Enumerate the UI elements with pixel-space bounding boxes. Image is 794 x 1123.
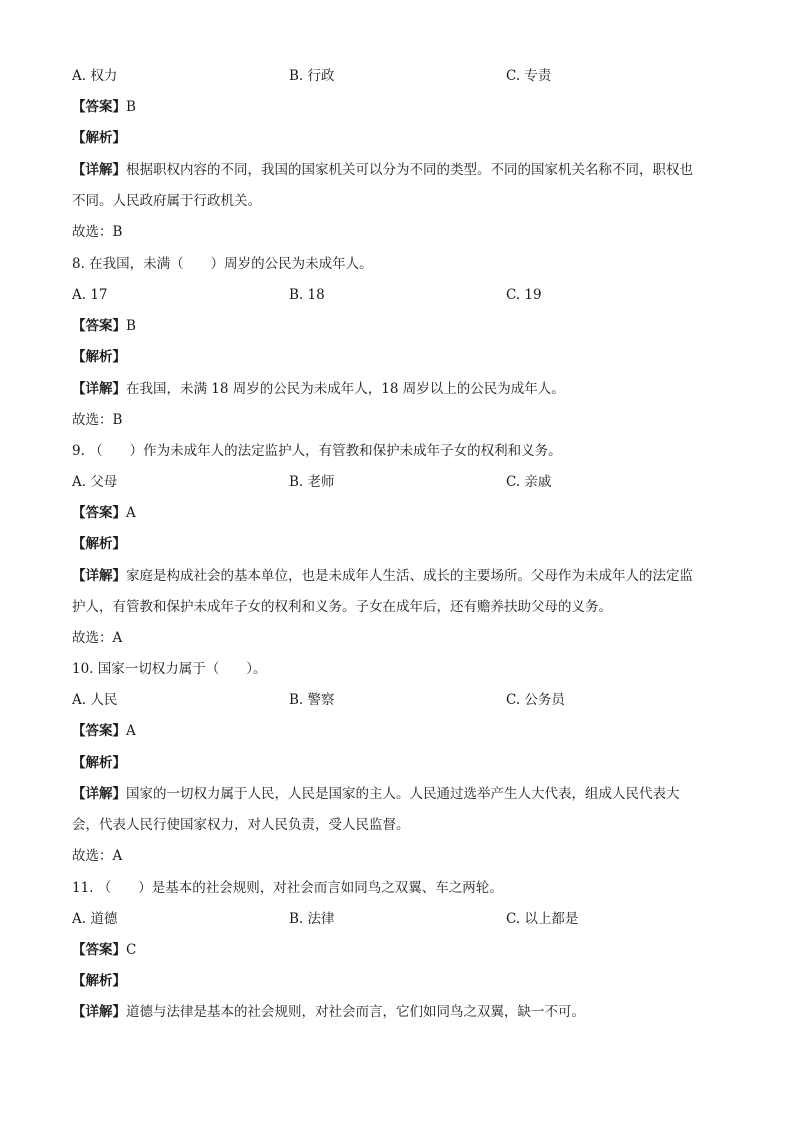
q10-analysis-heading — [72, 753, 126, 773]
q11-option-c: C. 以上都是 — [506, 911, 579, 927]
q8-answer-tag: 【答案】 — [72, 318, 126, 334]
q7-detail-tag: 【详解】 — [72, 162, 126, 178]
q7-detail-line-1 — [72, 160, 693, 180]
q7-detail-text-1: 根据职权内容的不同，我国的国家机关可以分为不同的类型。不同的国家机关名称不同，职权也 — [126, 162, 693, 178]
q9-analysis-heading — [72, 534, 126, 554]
q10-detail-line-2 — [72, 815, 410, 835]
q7-answer-tag: 【答案】 — [72, 99, 126, 115]
q9-answer-value: A — [126, 505, 136, 521]
q7-answer — [72, 97, 136, 117]
q11-option-a: A. 道德 — [72, 911, 118, 927]
q11-analysis-tag: 【解析】 — [72, 973, 126, 989]
q11-option-b: B. 法律 — [289, 911, 335, 927]
q7-option-c: C. 专责 — [506, 68, 552, 84]
q8-detail-line-1 — [72, 379, 565, 399]
q8-detail-text-1: 在我国，未满 18 周岁的公民为未成年人，18 周岁以上的公民为成年人。 — [126, 381, 565, 397]
q11-analysis-heading — [72, 971, 126, 991]
q9-question: 9. （ ）作为未成年人的法定监护人，有管教和保护未成年子女的权利和义务。 — [72, 443, 562, 459]
q11-answer — [72, 940, 136, 960]
q11-question: 11. （ ）是基本的社会规则，对社会而言如同鸟之双翼、车之两轮。 — [72, 880, 503, 896]
q9-detail-tag: 【详解】 — [72, 568, 126, 584]
q11-detail-line-1 — [72, 1002, 585, 1022]
q7-analysis-tag: 【解析】 — [72, 130, 126, 146]
q10-option-b: B. 警察 — [289, 692, 335, 708]
q7-choice: 故选：B — [72, 224, 123, 240]
q9-option-b: B. 老师 — [289, 474, 335, 490]
q7-analysis-heading — [72, 128, 126, 148]
q8-answer-value: B — [126, 318, 136, 334]
q10-detail-text-1: 国家的一切权力属于人民，人民是国家的主人。人民通过选举产生人大代表，组成人民代表大 — [126, 786, 680, 802]
q7-option-b: B. 行政 — [289, 68, 335, 84]
q8-choice: 故选：B — [72, 412, 123, 428]
q10-detail-line-1 — [72, 784, 680, 804]
q11-answer-tag: 【答案】 — [72, 942, 126, 958]
q10-analysis-tag: 【解析】 — [72, 755, 126, 771]
q7-answer-value: B — [126, 99, 136, 115]
q10-answer — [72, 721, 136, 741]
q8-option-a: A. 17 — [72, 287, 108, 303]
q9-answer — [72, 503, 136, 523]
q7-detail-line-2 — [72, 191, 261, 211]
q10-option-a: A. 人民 — [72, 692, 118, 708]
q11-detail-text-1: 道德与法律是基本的社会规则，对社会而言，它们如同鸟之双翼，缺一不可。 — [126, 1004, 585, 1020]
q11-detail-tag: 【详解】 — [72, 1004, 126, 1020]
q7-detail-text-2: 不同。人民政府属于行政机关。 — [72, 193, 261, 209]
q10-answer-tag: 【答案】 — [72, 723, 126, 739]
q10-question: 10. 国家一切权力属于（ ）。 — [72, 661, 267, 677]
q10-choice: 故选：A — [72, 848, 123, 864]
q7-option-a: A. 权力 — [72, 68, 118, 84]
q8-question: 8. 在我国，未满（ ）周岁的公民为未成年人。 — [72, 256, 373, 272]
q8-detail-tag: 【详解】 — [72, 381, 126, 397]
q9-detail-line-2 — [72, 597, 612, 617]
q8-option-b: B. 18 — [289, 287, 325, 303]
q8-analysis-heading — [72, 347, 126, 367]
q9-option-a: A. 父母 — [72, 474, 118, 490]
q11-answer-value: C — [126, 942, 137, 958]
q8-answer — [72, 316, 136, 336]
q8-analysis-tag: 【解析】 — [72, 349, 126, 365]
q9-detail-line-1 — [72, 566, 693, 586]
q10-detail-tag: 【详解】 — [72, 786, 126, 802]
q9-analysis-tag: 【解析】 — [72, 536, 126, 552]
q10-option-c: C. 公务员 — [506, 692, 565, 708]
q10-detail-text-2: 会，代表人民行使国家权力，对人民负责，受人民监督。 — [72, 817, 410, 833]
q9-choice: 故选：A — [72, 630, 123, 646]
q9-detail-text-1: 家庭是构成社会的基本单位，也是未成年人生活、成长的主要场所。父母作为未成年人的法定监 — [126, 568, 693, 584]
q9-answer-tag: 【答案】 — [72, 505, 126, 521]
q10-answer-value: A — [126, 723, 136, 739]
q9-option-c: C. 亲戚 — [506, 474, 552, 490]
q9-detail-text-2: 护人，有管教和保护未成年子女的权利和义务。子女在成年后，还有赡养扶助父母的义务。 — [72, 599, 612, 615]
q8-option-c: C. 19 — [506, 287, 542, 303]
